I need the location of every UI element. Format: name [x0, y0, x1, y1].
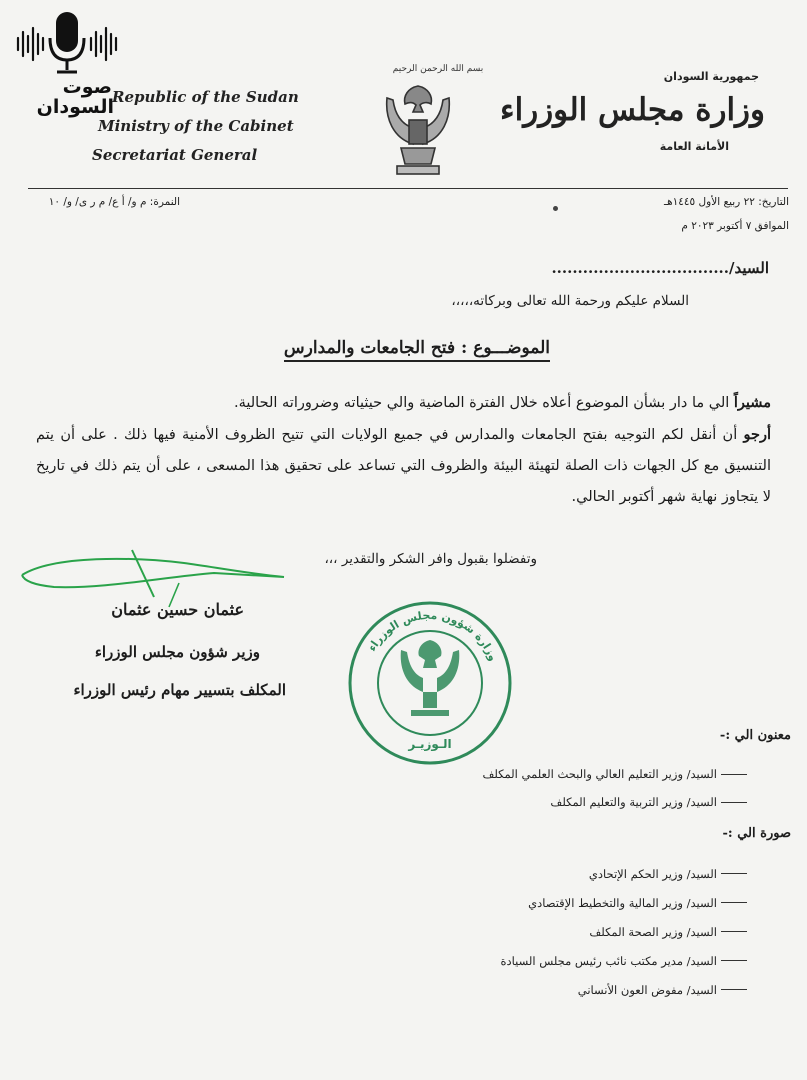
dash-icon: [721, 902, 747, 903]
header-ar-main: وزارة مجلس الوزراء: [500, 92, 765, 128]
list-item: [500, 888, 747, 917]
letter-body: [36, 387, 771, 513]
header-ar-sub: الأمانة العامة: [659, 140, 729, 153]
date-hijri: التاريخ: ٢٢ ربيع الأول ١٤٤٥هـ: [664, 196, 789, 208]
dash-icon: [721, 802, 747, 803]
sudan-emblem-icon: [383, 78, 453, 188]
center-dot: [553, 206, 558, 211]
dash-icon: [721, 774, 747, 775]
list-item: [500, 975, 747, 1004]
letter-subject: الموضـــوع : فتح الجامعات والمدارس: [284, 338, 550, 362]
dash-icon: [721, 873, 747, 874]
watermark-logo: [12, 8, 122, 123]
signatory-name: عثمان حسين عثمان: [111, 600, 244, 619]
official-stamp: [345, 598, 515, 768]
microphone-icon: [12, 8, 122, 80]
list-item-text: السيد/ وزير المالية والتخطيط الإقتصادي: [528, 895, 717, 910]
paragraph-2-lead: أرجو: [743, 426, 771, 443]
header-divider: [28, 188, 788, 189]
paragraph-1-text: الي ما دار بشأن الموضوع أعلاه خلال الفترة الماضية والي حيثياته وضروراته الحالية.: [234, 395, 734, 411]
header-en-line-1: Republic of the Sudan: [112, 88, 299, 106]
ref-number: النمرة: م و/ أ ع/ م ر ى/ و/ ١٠: [48, 196, 180, 208]
dash-icon: [721, 960, 747, 961]
paragraph-2: [36, 419, 771, 513]
list-item-text: السيد/ وزير التعليم العالي والبحث العلمي المكلف: [482, 767, 717, 781]
stamp-ring-text: وزارة شؤون مجلس الوزراء: [365, 608, 500, 663]
header-en-line-2: Ministry of the Cabinet: [98, 117, 294, 135]
header-ar-top: جمهورية السودان: [663, 70, 759, 83]
addressee-line: السيد/..................................: [551, 259, 769, 277]
watermark-text-2: السودان: [36, 96, 114, 118]
copy-to-list: [500, 859, 747, 1004]
signatory-title-2: المكلف بتسيير مهام رئيس الوزراء: [73, 681, 286, 699]
list-item-text: السيد/ مدير مكتب نائب رئيس مجلس السيادة: [500, 953, 717, 968]
list-item: [500, 917, 747, 946]
header-en-line-3: Secretariat General: [92, 146, 258, 164]
addressed-to-heading: معنون الي :-: [719, 728, 791, 743]
dash-icon: [721, 989, 747, 990]
signatory-title-1: وزير شؤون مجلس الوزراء: [94, 643, 260, 661]
addressed-to-list: [482, 760, 747, 816]
greeting: السلام عليكم ورحمة الله تعالى وبركاته،،،،،: [451, 293, 689, 309]
paragraph-1-lead: مشيراً: [733, 394, 771, 411]
stamp-bottom-text: الـوزيـر: [408, 737, 452, 751]
list-item-text: السيد/ وزير الحكم الإتحادي: [588, 866, 717, 881]
basmala: بسم الله الرحمن الرحيم: [392, 64, 484, 74]
stamp-emblem-icon: [401, 640, 460, 716]
paragraph-2-text: أن أنقل لكم التوجيه بفتح الجامعات والمدارس في جميع الولايات التي تتيح الظروف الأمنية فيها ذلك . على أن يتم التنسيق مع كل الجهات ذات الصلة لتهيئة البيئة والظروف التي تساعد على تحقيق هذا المسعى ، على أن يتم ذلك في تاريخ لا يتجاوز نهاية شهر أكتوبر الحالي.: [36, 427, 771, 505]
list-item: [482, 788, 747, 816]
watermark-text-1: صوت: [62, 76, 112, 98]
list-item-text: السيد/ وزير التربية والتعليم المكلف: [550, 795, 717, 809]
closing: وتفضلوا بقبول وافر الشكر والتقدير ،،،: [324, 551, 537, 567]
date-gregorian: الموافق ٧ أكتوبر ٢٠٢٣ م: [681, 220, 789, 232]
paragraph-1: [36, 387, 771, 419]
list-item-text: السيد/ وزير الصحة المكلف: [589, 924, 717, 939]
list-item: [482, 760, 747, 788]
list-item: [500, 946, 747, 975]
dash-icon: [721, 931, 747, 932]
copy-to-heading: صورة الي :-: [722, 826, 791, 841]
list-item-text: السيد/ مفوض العون الأنساني: [577, 982, 717, 997]
list-item: [500, 859, 747, 888]
